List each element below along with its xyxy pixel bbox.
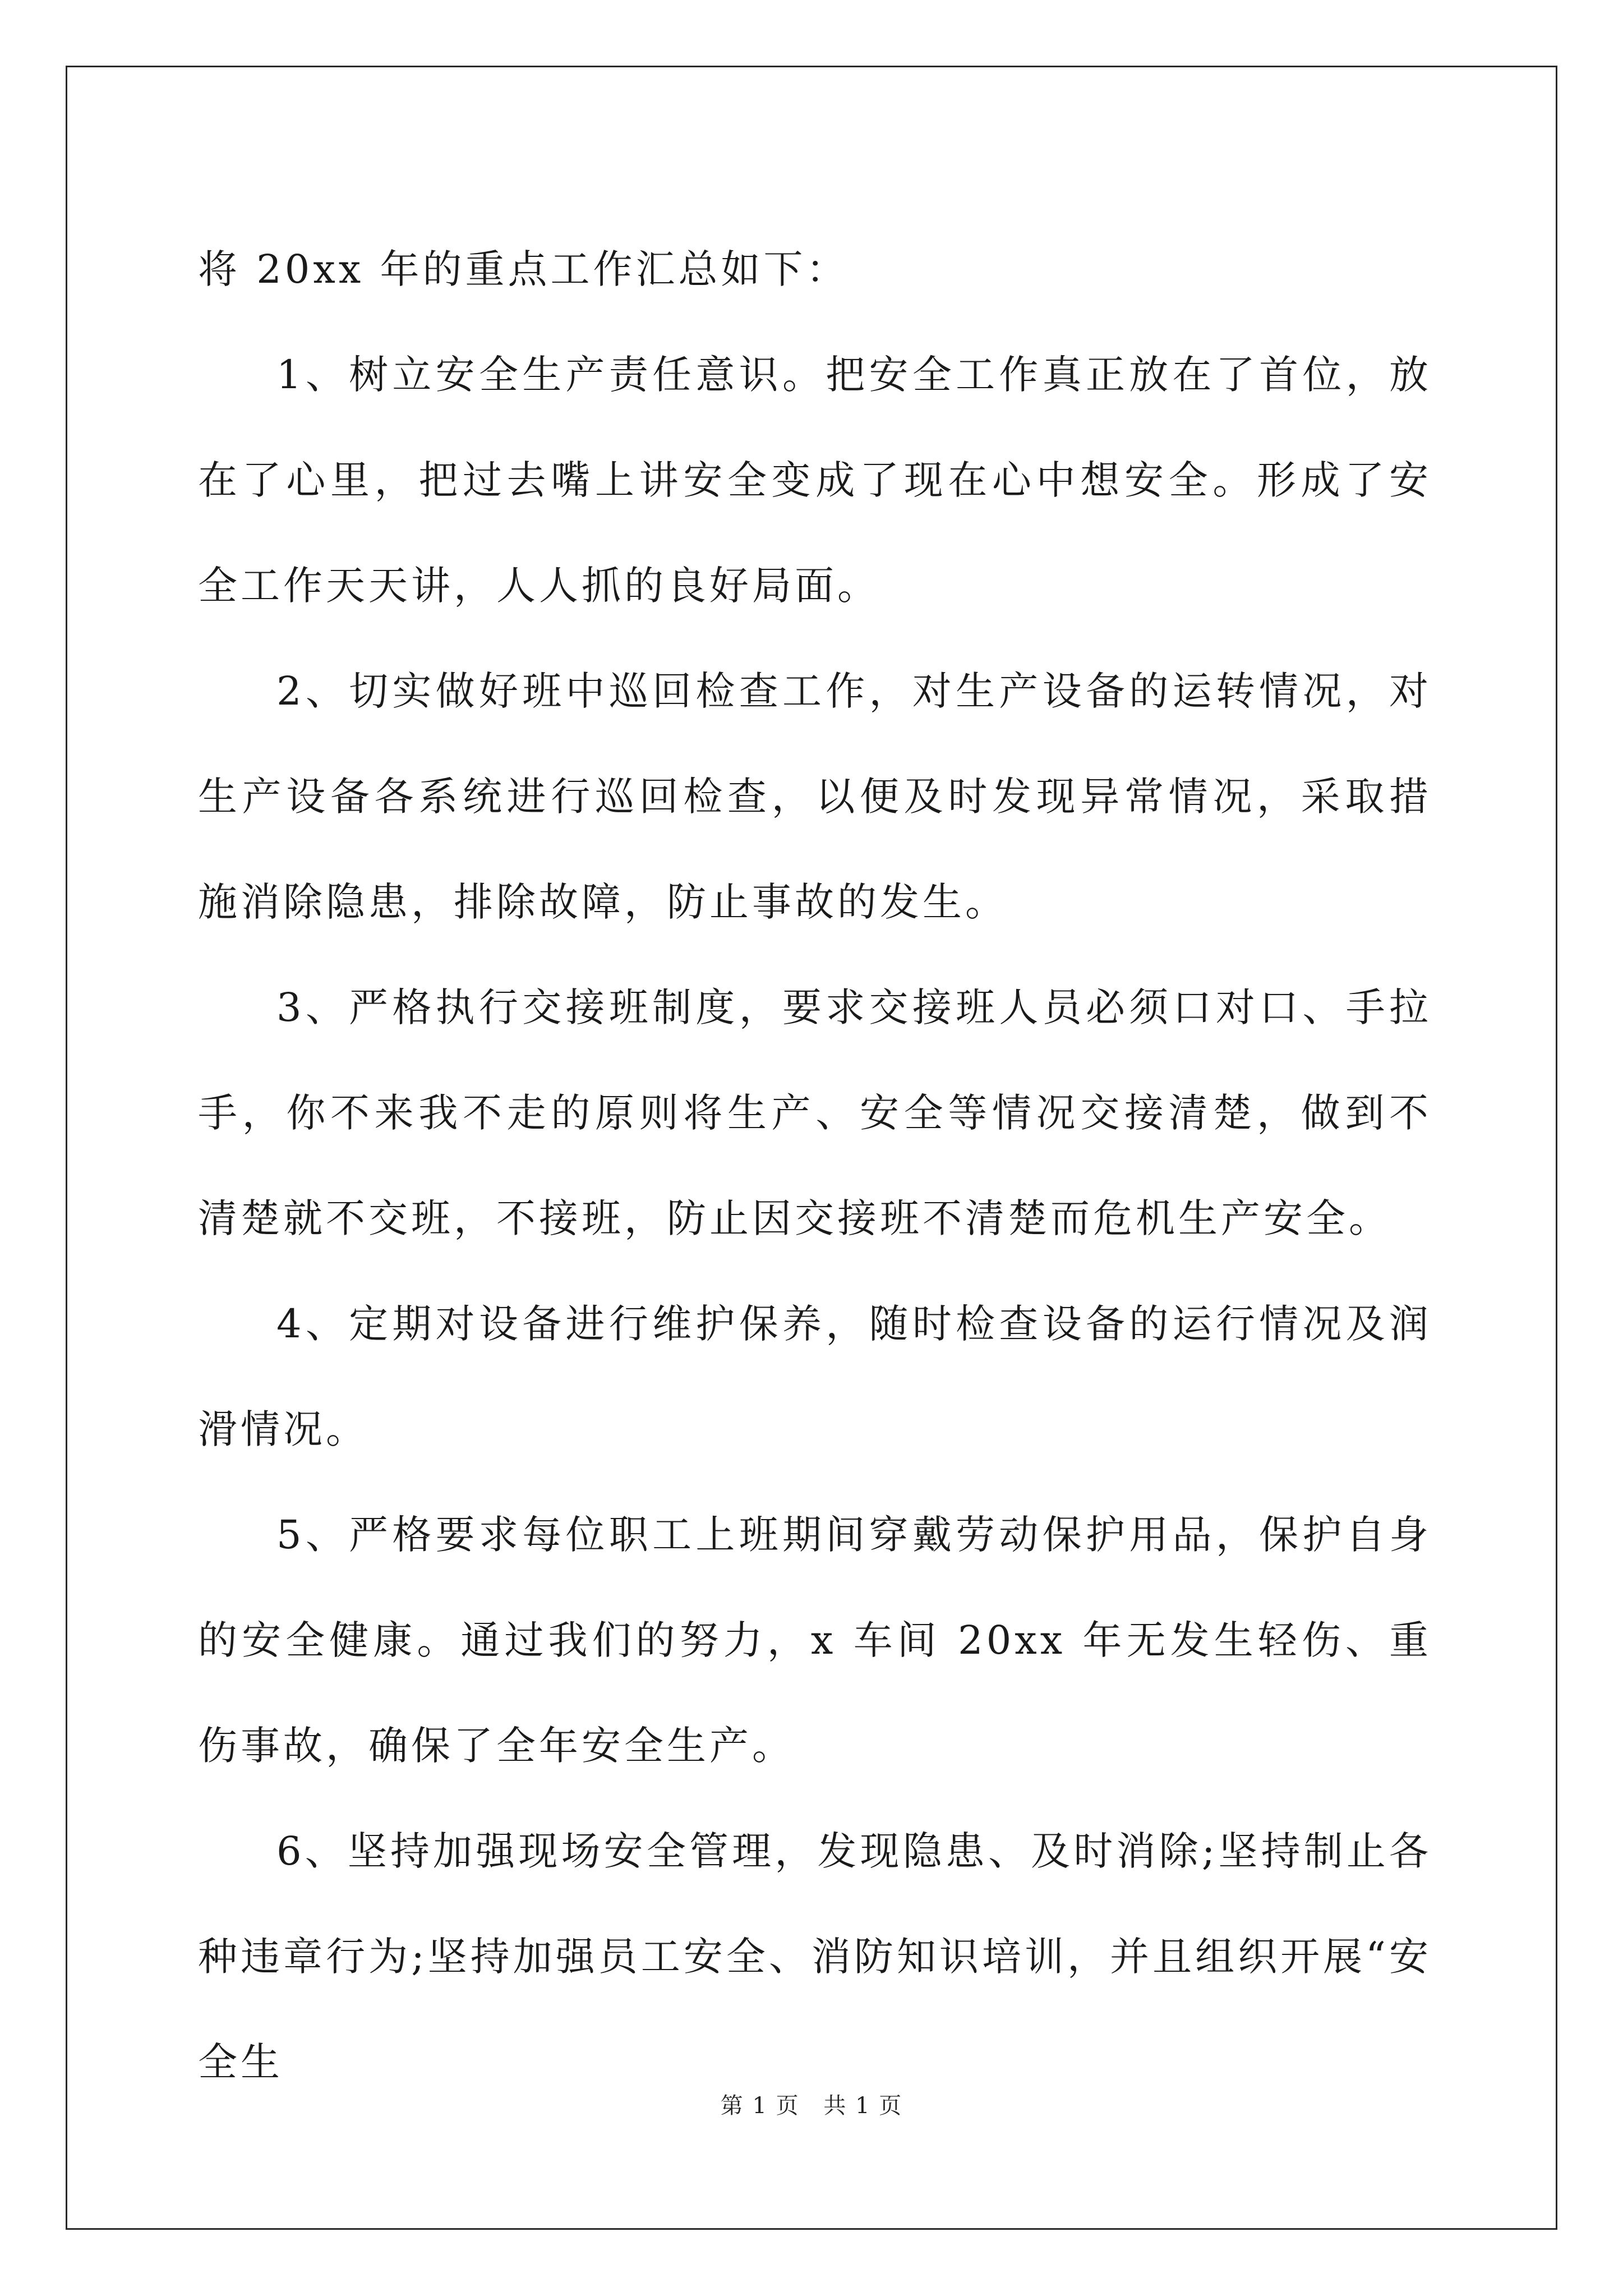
document-body	[198, 217, 1432, 2115]
page-footer	[0, 2088, 1623, 2120]
paragraph-item-6: 6、坚持加强现场安全管理，发现隐患、及时消除;坚持制止各种违章行为;坚持加强员工安全、消防知识培训，并且组织开展“安全生	[198, 1828, 1432, 2085]
paragraph-item-5: 5、严格要求每位职工上班期间穿戴劳动保护用品，保护自身的安全健康。通过我们的努力，x 车间 20xx 年无发生轻伤、重伤事故，确保了全年安全生产。	[198, 1512, 1432, 1769]
page-number-current: 第 1 页	[720, 2093, 800, 2119]
paragraph-item-4: 4、定期对设备进行维护保养，随时检查设备的运行情况及润滑情况。	[198, 1301, 1432, 1452]
paragraph-intro: 将 20xx 年的重点工作汇总如下：	[198, 246, 849, 292]
page-number-total: 共 1 页	[823, 2093, 903, 2119]
paragraph-item-1: 1、树立安全生产责任意识。把安全工作真正放在了首位，放在了心里，把过去嘴上讲安全变成了现在心中想安全。形成了安全工作天天讲，人人抓的良好局面。	[198, 352, 1432, 609]
paragraph-item-2: 2、切实做好班中巡回检查工作，对生产设备的运转情况，对生产设备各系统进行巡回检查，以便及时发现异常情况，采取措施消除隐患，排除故障，防止事故的发生。	[198, 668, 1432, 925]
paragraph-item-3: 3、严格执行交接班制度，要求交接班人员必须口对口、手拉手，你不来我不走的原则将生产、安全等情况交接清楚，做到不清楚就不交班，不接班，防止因交接班不清楚而危机生产安全。	[198, 984, 1432, 1241]
